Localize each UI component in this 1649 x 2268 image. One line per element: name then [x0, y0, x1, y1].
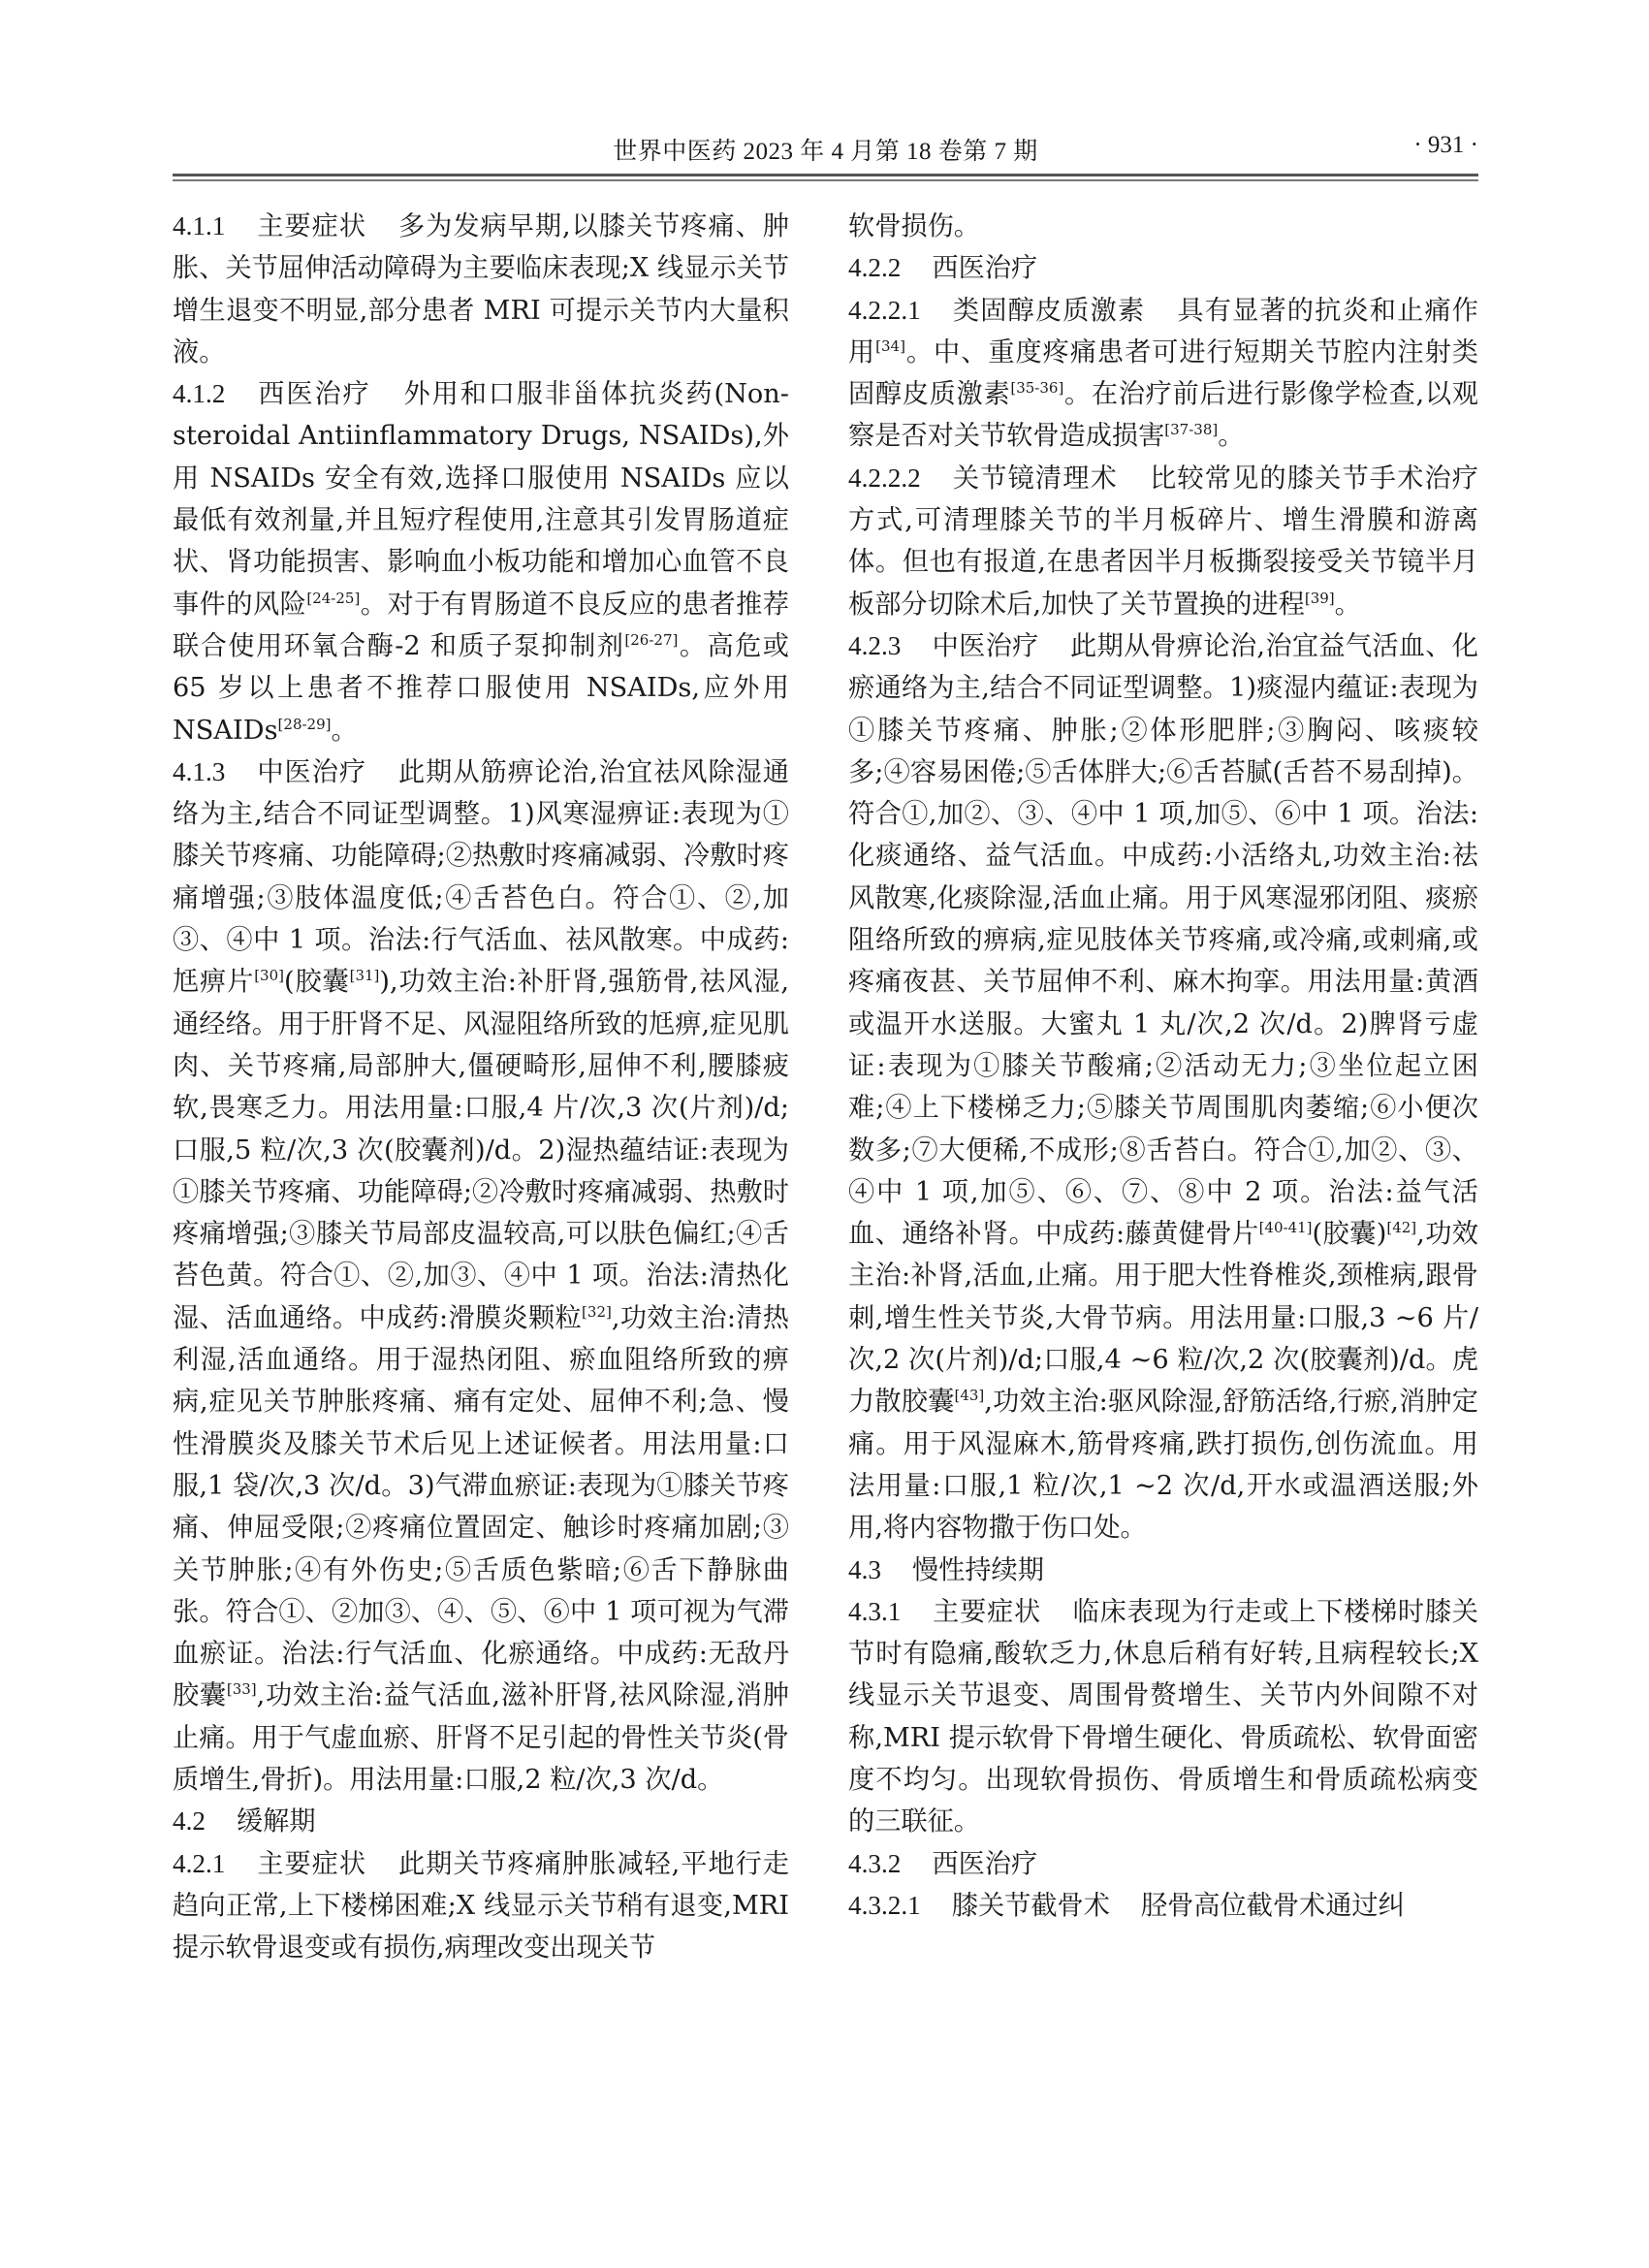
body-text: 。对于有胃肠道不良反应的患者推荐联合使用环氧合酶-2 和质子泵抑制剂: [173, 589, 789, 661]
section-4-2-2: [848, 247, 1478, 289]
section-title: 西医治疗: [932, 253, 1038, 284]
section-4-1-1: [173, 206, 789, 373]
section-number: 4.3.2: [848, 1848, 902, 1878]
section-4-1-3: [173, 751, 789, 1801]
citation-ref[interactable]: [26-27]: [624, 630, 679, 649]
body-text: 此期关节疼痛肿胀减轻,平地行走趋向正常,上下楼梯困难;X 线显示关节稍有退变,MRI 提示软骨退变或有损伤,病理改变出现关节: [173, 1848, 789, 1964]
citation-ref[interactable]: [34]: [875, 336, 905, 355]
header-rule-thick: [173, 174, 1478, 176]
section-4-2-1: [173, 1843, 789, 1969]
body-text: 。高危或 65 岁以上患者不推荐口服使用 NSAIDs,应外用 NSAIDs: [173, 630, 789, 746]
section-number: 4.1.1: [173, 211, 226, 240]
section-number: 4.1.2: [173, 379, 226, 409]
citation-ref[interactable]: [33]: [226, 1680, 257, 1699]
body-text: (胶囊): [1312, 1219, 1387, 1250]
right-column: [848, 206, 1478, 1927]
section-4-3-2: [848, 1843, 1478, 1885]
body-text: 。: [331, 715, 358, 746]
body-text: 。: [1218, 421, 1245, 452]
section-4-1-2: [173, 373, 789, 751]
section-title: 类固醇皮质激素: [951, 295, 1146, 326]
section-4-2-2-1: [848, 290, 1478, 458]
section-4-2-2-2: [848, 458, 1478, 625]
citation-ref[interactable]: [43]: [954, 1387, 985, 1405]
journal-citation: 世界中医药 2023 年 4 月第 18 卷第 7 期: [613, 139, 1038, 165]
section-number: 4.3.2.1: [848, 1890, 921, 1920]
citation-ref[interactable]: [32]: [582, 1302, 612, 1321]
section-number: 4.3: [848, 1554, 881, 1584]
citation-ref[interactable]: [40-41]: [1258, 1219, 1313, 1237]
citation-ref[interactable]: [42]: [1386, 1219, 1417, 1237]
citation-ref[interactable]: [31]: [349, 967, 380, 985]
body-text: 软骨损伤。: [848, 211, 980, 241]
body-text: 。在治疗前后进行影像学检查,以观察是否对关节软骨造成损害: [848, 379, 1478, 452]
body-text: 胫骨高位截骨术通过纠: [1140, 1890, 1405, 1921]
section-title: 慢性持续期: [911, 1554, 1044, 1585]
section-title: 主要症状: [932, 1596, 1041, 1627]
header-rule-thin: [173, 179, 1478, 181]
body-text: 临床表现为行走或上下楼梯时膝关节时有隐痛,酸软乏力,休息后稍有好转,且病程较长;X 线显示关节退变、周围骨赘增生、关节内外间隙不对称,MRI 提示软骨下骨增生硬化、骨质疏松、软骨面密度不均匀。出现软骨损伤、骨质增生和骨质疏松病变的三联征。: [848, 1596, 1478, 1837]
section-title: 西医治疗: [256, 379, 371, 410]
section-4-2-3: [848, 625, 1478, 1549]
body-text: 。中、重度疼痛患者可进行短期关节腔内注射类固醇皮质激素: [848, 336, 1478, 410]
continued-paragraph: [848, 206, 1478, 247]
body-text: 比较常见的膝关节手术治疗方式,可清理膝关节的半月板碎片、增生滑膜和游离体。但也有报道,在患者因半月板撕裂接受关节镜半月板部分切除术后,加快了关节置换的进程: [848, 463, 1478, 620]
section-title: 缓解期: [236, 1806, 316, 1837]
section-number: 4.2: [173, 1806, 206, 1837]
section-number: 4.2.2.2: [848, 463, 921, 493]
citation-ref[interactable]: [24-25]: [306, 589, 361, 607]
section-title: 西医治疗: [932, 1848, 1038, 1879]
section-title: 中医治疗: [932, 630, 1039, 661]
left-column: [173, 206, 789, 1968]
body-text: ,功效主治:驱风除湿,舒筋活络,行瘀,消肿定痛。用于风湿麻木,筋骨疼痛,跌打损伤,创伤流血。用法用量:口服,1 粒/次,1 ~2 次/d,开水或温酒送服;外用,将内容物撒于伤口处。: [848, 1387, 1478, 1544]
section-number: 4.2.2: [848, 253, 902, 283]
body-text: ,功效主治:清热利湿,活血通络。用于湿热闭阻、瘀血阻络所致的痹病,症见关节肿胀疼痛、痛有定处、屈伸不利;急、慢性滑膜炎及膝关节术后见上述证候者。用法用量:口服,1 袋/次,3 次/d。3)气滞血瘀证:表现为①膝关节疼痛、伸屈受限;②疼痛位置固定、触诊时疼痛加剧;③关节肿胀;④有外伤史;⑤舌质色紫暗;⑥舌下静脉曲张。符合①、②加③、④、⑤、⑥中 1 项可视为气滞血瘀证。治法:行气活血、化瘀通络。中成药:无敌丹胶囊: [173, 1302, 789, 1711]
body-text: 此期从筋痹论治,治宜祛风除湿通络为主,结合不同证型调整。1)风寒湿痹证:表现为①膝关节疼痛、功能障碍;②热敷时疼痛减弱、冷敷时疼痛增强;③肢体温度低;④舌苔色白。符合①、②,加③、④中 1 项。治法:行气活血、祛风散寒。中成药:尪痹片: [173, 756, 789, 998]
section-4-3: [848, 1549, 1478, 1591]
running-header: [173, 132, 1478, 171]
body-text: 。: [1334, 589, 1361, 620]
body-text: (胶囊: [283, 967, 350, 998]
body-text: ),功效主治:补肝肾,强筋骨,祛风湿,通经络。用于肝肾不足、风湿阻络所致的尪痹,症见肌肉、关节疼痛,局部肿大,僵硬畸形,屈伸不利,腰膝疲软,畏寒乏力。用法用量:口服,4 片/次,3 次(片剂)/d;口服,5 粒/次,3 次(胶囊剂)/d。2)湿热蕴结证:表现为①膝关节疼痛、功能障碍;②冷敷时疼痛减弱、热敷时疼痛增强;③膝关节局部皮温较高,可以肤色偏红;④舌苔色黄。符合①、②,加③、④中 1 项。治法:清热化湿、活血通络。中成药:滑膜炎颗粒: [173, 967, 789, 1333]
section-number: 4.3.1: [848, 1596, 902, 1626]
body-text: 此期从骨痹论治,治宜益气活血、化瘀通络为主,结合不同证型调整。1)痰湿内蕴证:表现为①膝关节疼痛、肿胀;②体形肥胖;③胸闷、咳痰较多;④容易困倦;⑤舌体胖大;⑥舌苔腻(舌苔不易刮掉)。符合①,加②、③、④中 1 项,加⑤、⑥中 1 项。治法:化痰通络、益气活血。中成药:小活络丸,功效主治:祛风散寒,化痰除湿,活血止痛。用于风寒湿邪闭阻、痰瘀阻络所致的痹病,症见肢体关节疼痛,或冷痛,或刺痛,或疼痛夜甚、关节屈伸不利、麻木拘挛。用法用量:黄酒或温开水送服。大蜜丸 1 丸/次,2 次/d。2)脾肾亏虚证:表现为①膝关节酸痛;②活动无力;③坐位起立困难;④上下楼梯乏力;⑤膝关节周围肌肉萎缩;⑥小便次数多;⑦大便稀,不成形;⑧舌苔白。符合①,加②、③、④中 1 项,加⑤、⑥、⑦、⑧中 2 项。治法:益气活血、通络补肾。中成药:藤黄健骨片: [848, 630, 1478, 1250]
section-number: 4.2.2.1: [848, 295, 921, 325]
citation-ref[interactable]: [28-29]: [277, 715, 332, 733]
body-text: ,功效主治:补肾,活血,止痛。用于肥大性脊椎炎,颈椎病,跟骨刺,增生性关节炎,大骨节病。用法用量:口服,3 ~6 片/次,2 次(片剂)/d;口服,4 ~6 粒/次,2 次(胶囊剂)/d。虎力散胶囊: [848, 1219, 1478, 1418]
body-text: ,功效主治:益气活血,滋补肝肾,祛风除湿,消肿止痛。用于气虚血瘀、肝肾不足引起的骨性关节炎(骨质增生,骨折)。用法用量:口服,2 粒/次,3 次/d。: [173, 1680, 789, 1795]
body-text: 多为发病早期,以膝关节疼痛、肿胀、关节屈伸活动障碍为主要临床表现;X 线显示关节增生退变不明显,部分患者 MRI 可提示关节内大量积液。: [173, 211, 789, 367]
body-text: 具有显著的抗炎和止痛作用: [848, 295, 1478, 367]
citation-ref[interactable]: [37-38]: [1164, 421, 1219, 439]
section-title: 关节镜清理术: [951, 463, 1118, 494]
section-title: 中医治疗: [256, 756, 367, 787]
section-number: 4.2.3: [848, 630, 902, 660]
section-number: 4.1.3: [173, 756, 226, 786]
citation-ref[interactable]: [39]: [1304, 589, 1335, 607]
section-4-2: [173, 1801, 789, 1842]
citation-ref[interactable]: [35-36]: [1010, 379, 1064, 398]
page-number: · 931 ·: [1413, 132, 1478, 158]
section-title: 膝关节截骨术: [951, 1890, 1110, 1921]
body-text: 外用和口服非甾体抗炎药(Non-steroidal Antiinflammatory Drugs, NSAIDs),外用 NSAIDs 安全有效,选择口服使用 NSAIDs 应以最低有效剂量,并且短疗程使用,注意其引发胃肠道症状、肾功能损害、影响血小板功能和增加心血管不良事件的风险: [173, 379, 789, 620]
section-title: 主要症状: [256, 211, 367, 241]
section-4-3-2-1: [848, 1885, 1478, 1927]
section-number: 4.2.1: [173, 1848, 226, 1878]
citation-ref[interactable]: [30]: [254, 967, 284, 985]
section-title: 主要症状: [256, 1848, 367, 1879]
section-4-3-1: [848, 1591, 1478, 1843]
